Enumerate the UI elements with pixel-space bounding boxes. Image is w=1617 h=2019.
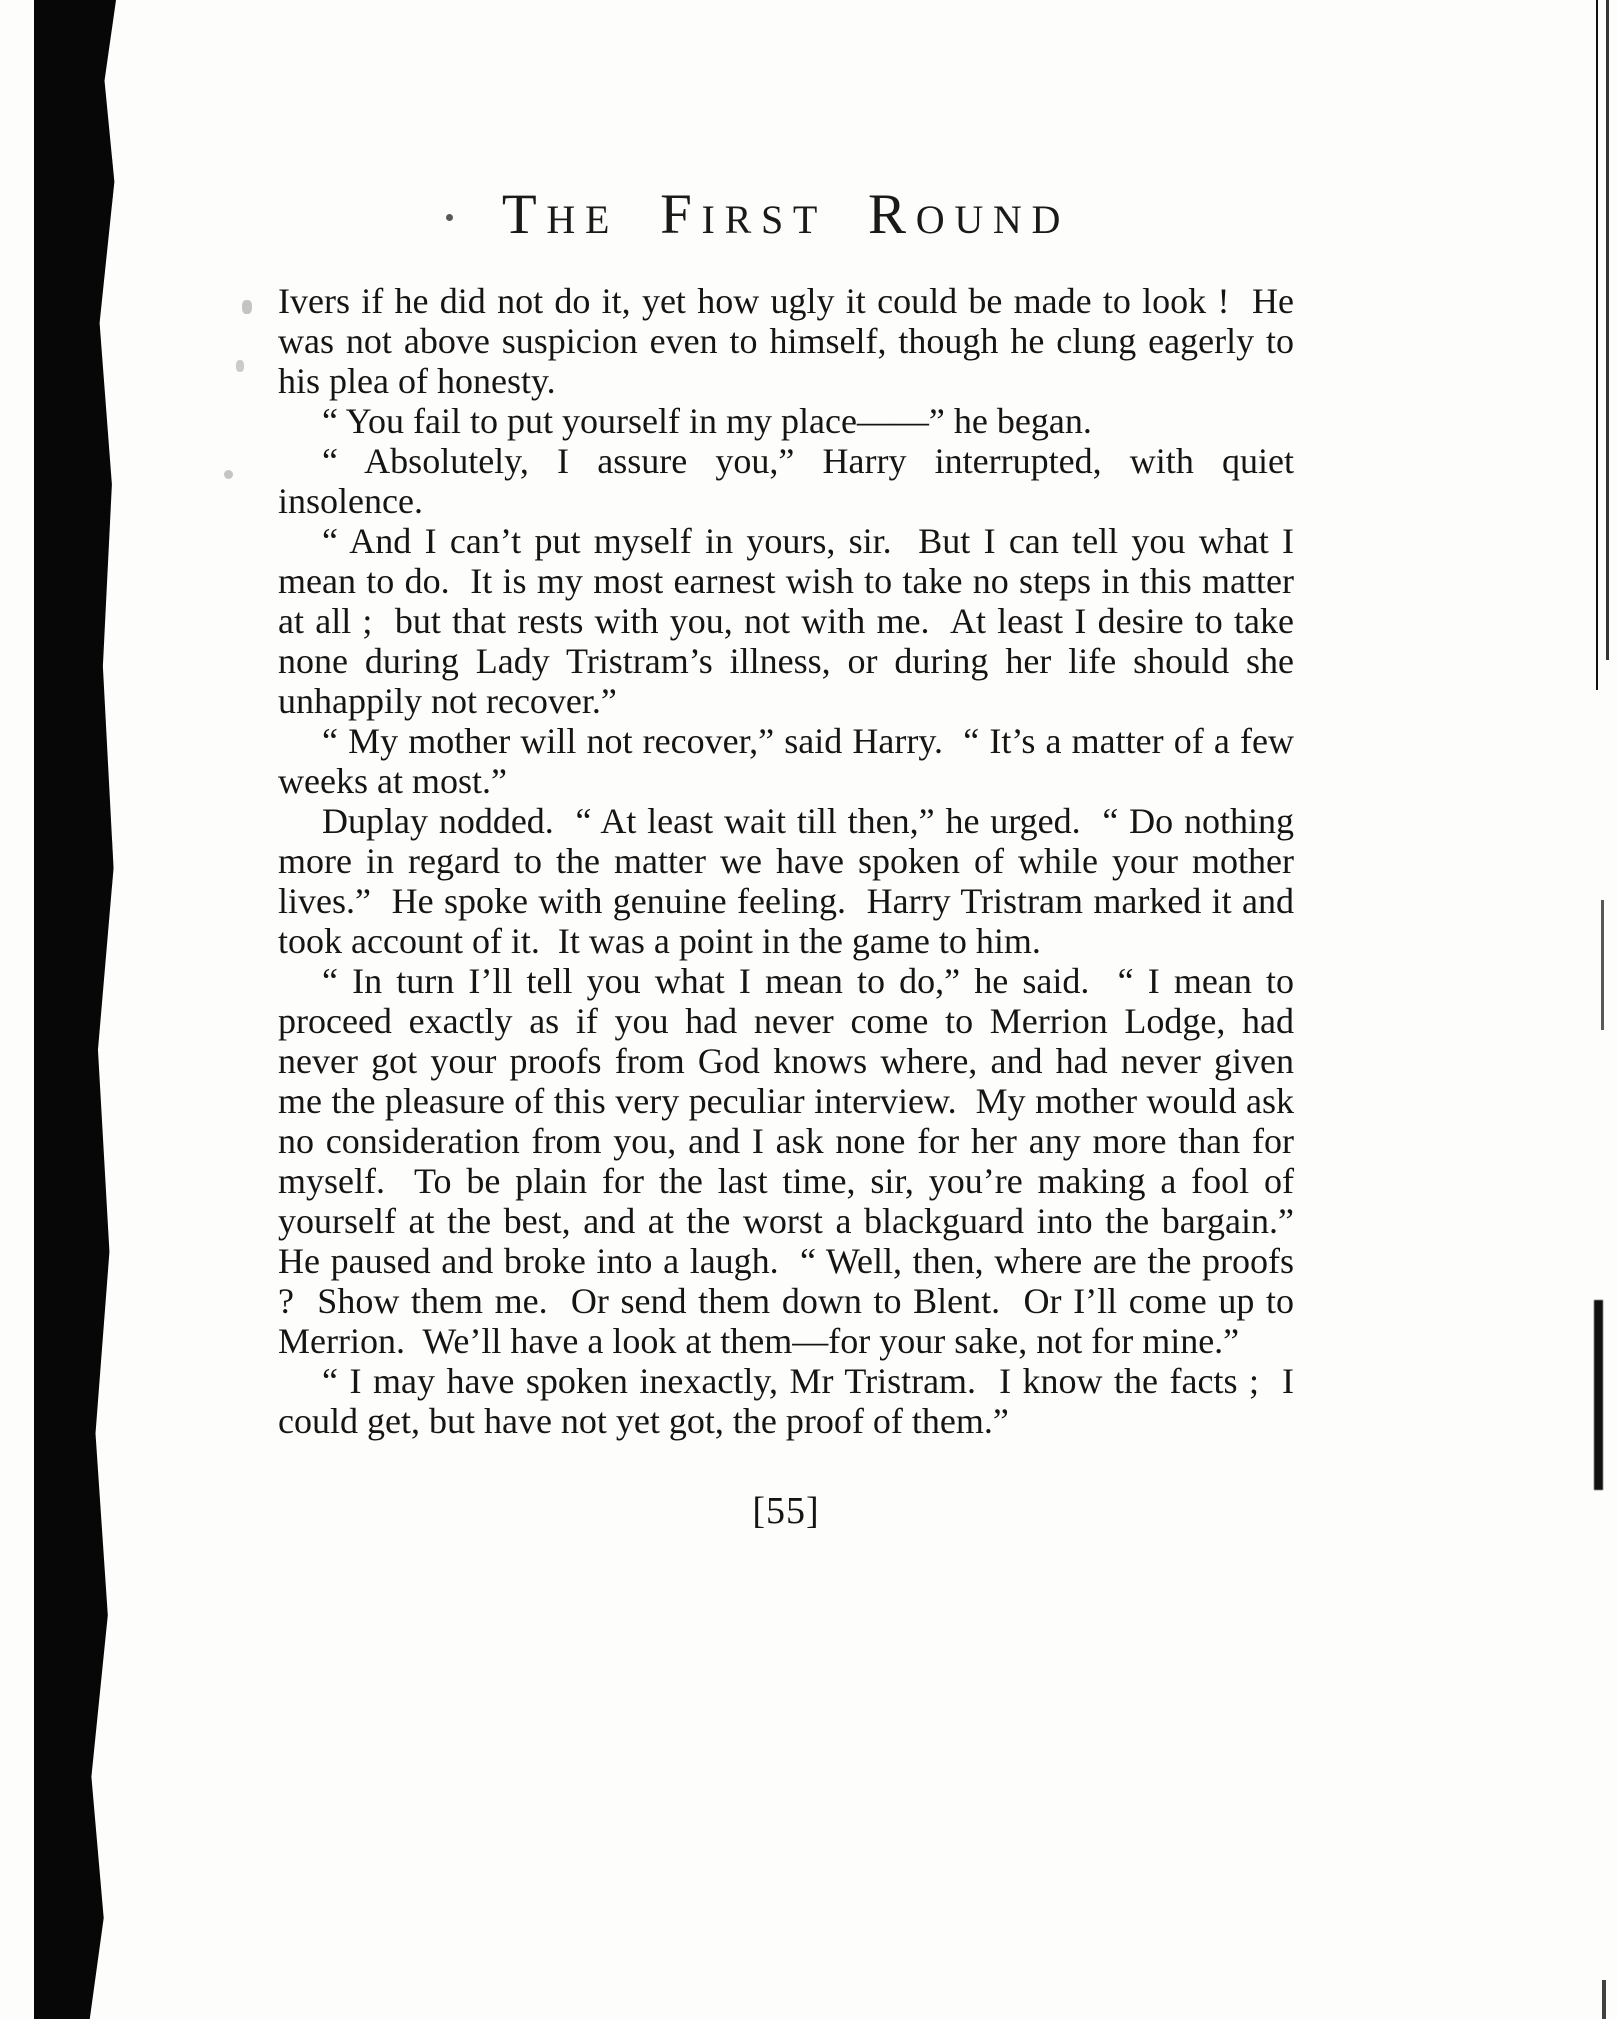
paragraph: “ In turn I’ll tell you what I mean to do,” he said. “ I mean to proceed exactly as if you had never come to Merrion Lodge, had never got your proofs from God knows where, and had never given me the pleasure of this very peculiar interview. My mother would ask no consideration from you, and I ask none for her any more than for myself. To be plain for the last time, sir, you’re making a fool of yourself at the best, and at the worst a blackguard into the bargain.” He paused and broke into a laugh. “ Well, then, where are the proofs ? Show them me. Or send them down to Blent. Or I’ll come up to Merrion. We’ll have a look at them—for your sake, not for mine.” [278, 961, 1312, 1361]
page-content [278, 182, 1312, 1533]
page-edge-line [1594, 1300, 1603, 1490]
page-number: [55] [752, 1490, 820, 1532]
page-edge-line [1601, 900, 1604, 1030]
paragraph: “ Absolutely, I assure you,” Harry interrupted, with quiet insolence. [278, 441, 1303, 521]
paragraph: Ivers if he did not do it, yet how ugly it could be made to look ! He was not above suspicion even to himself, though he clung eagerly to his plea of honesty. [278, 281, 1303, 401]
paragraph: “ And I can’t put myself in yours, sir. But I can tell you what I mean to do. It is my most earnest wish to take no steps in this matter at all ; but that rests with you, not with me. At least I desire to take none during Lady Tristram’s illness, or during her life should she unhappily not recover.” [278, 521, 1303, 721]
scan-speck [242, 300, 252, 314]
running-head: The First Round [501, 183, 1071, 246]
scan-speck [236, 360, 244, 372]
scan-speck [224, 470, 233, 479]
paragraph: “ You fail to put yourself in my place——” he began. [322, 401, 1092, 441]
paragraph: “ I may have spoken inexactly, Mr Tristram. I know the facts ; I could get, but have not yet got, the proof of them.” [278, 1361, 1303, 1441]
text-block [278, 281, 1312, 1441]
page-edge-line [1596, 0, 1598, 690]
paragraph: Duplay nodded. “ At least wait till then,” he urged. “ Do nothing more in regard to the matter we have spoken of while your mother lives.” He spoke with genuine feeling. Harry Tristram marked it and took account of it. It was a point in the game to him. [278, 801, 1303, 961]
paragraph: “ My mother will not recover,” said Harry. “ It’s a matter of a few weeks at most.” [278, 721, 1303, 801]
page-edge-line [1602, 1980, 1606, 2019]
page-edge-line [1606, 0, 1609, 660]
binding-shadow [34, 0, 116, 2019]
